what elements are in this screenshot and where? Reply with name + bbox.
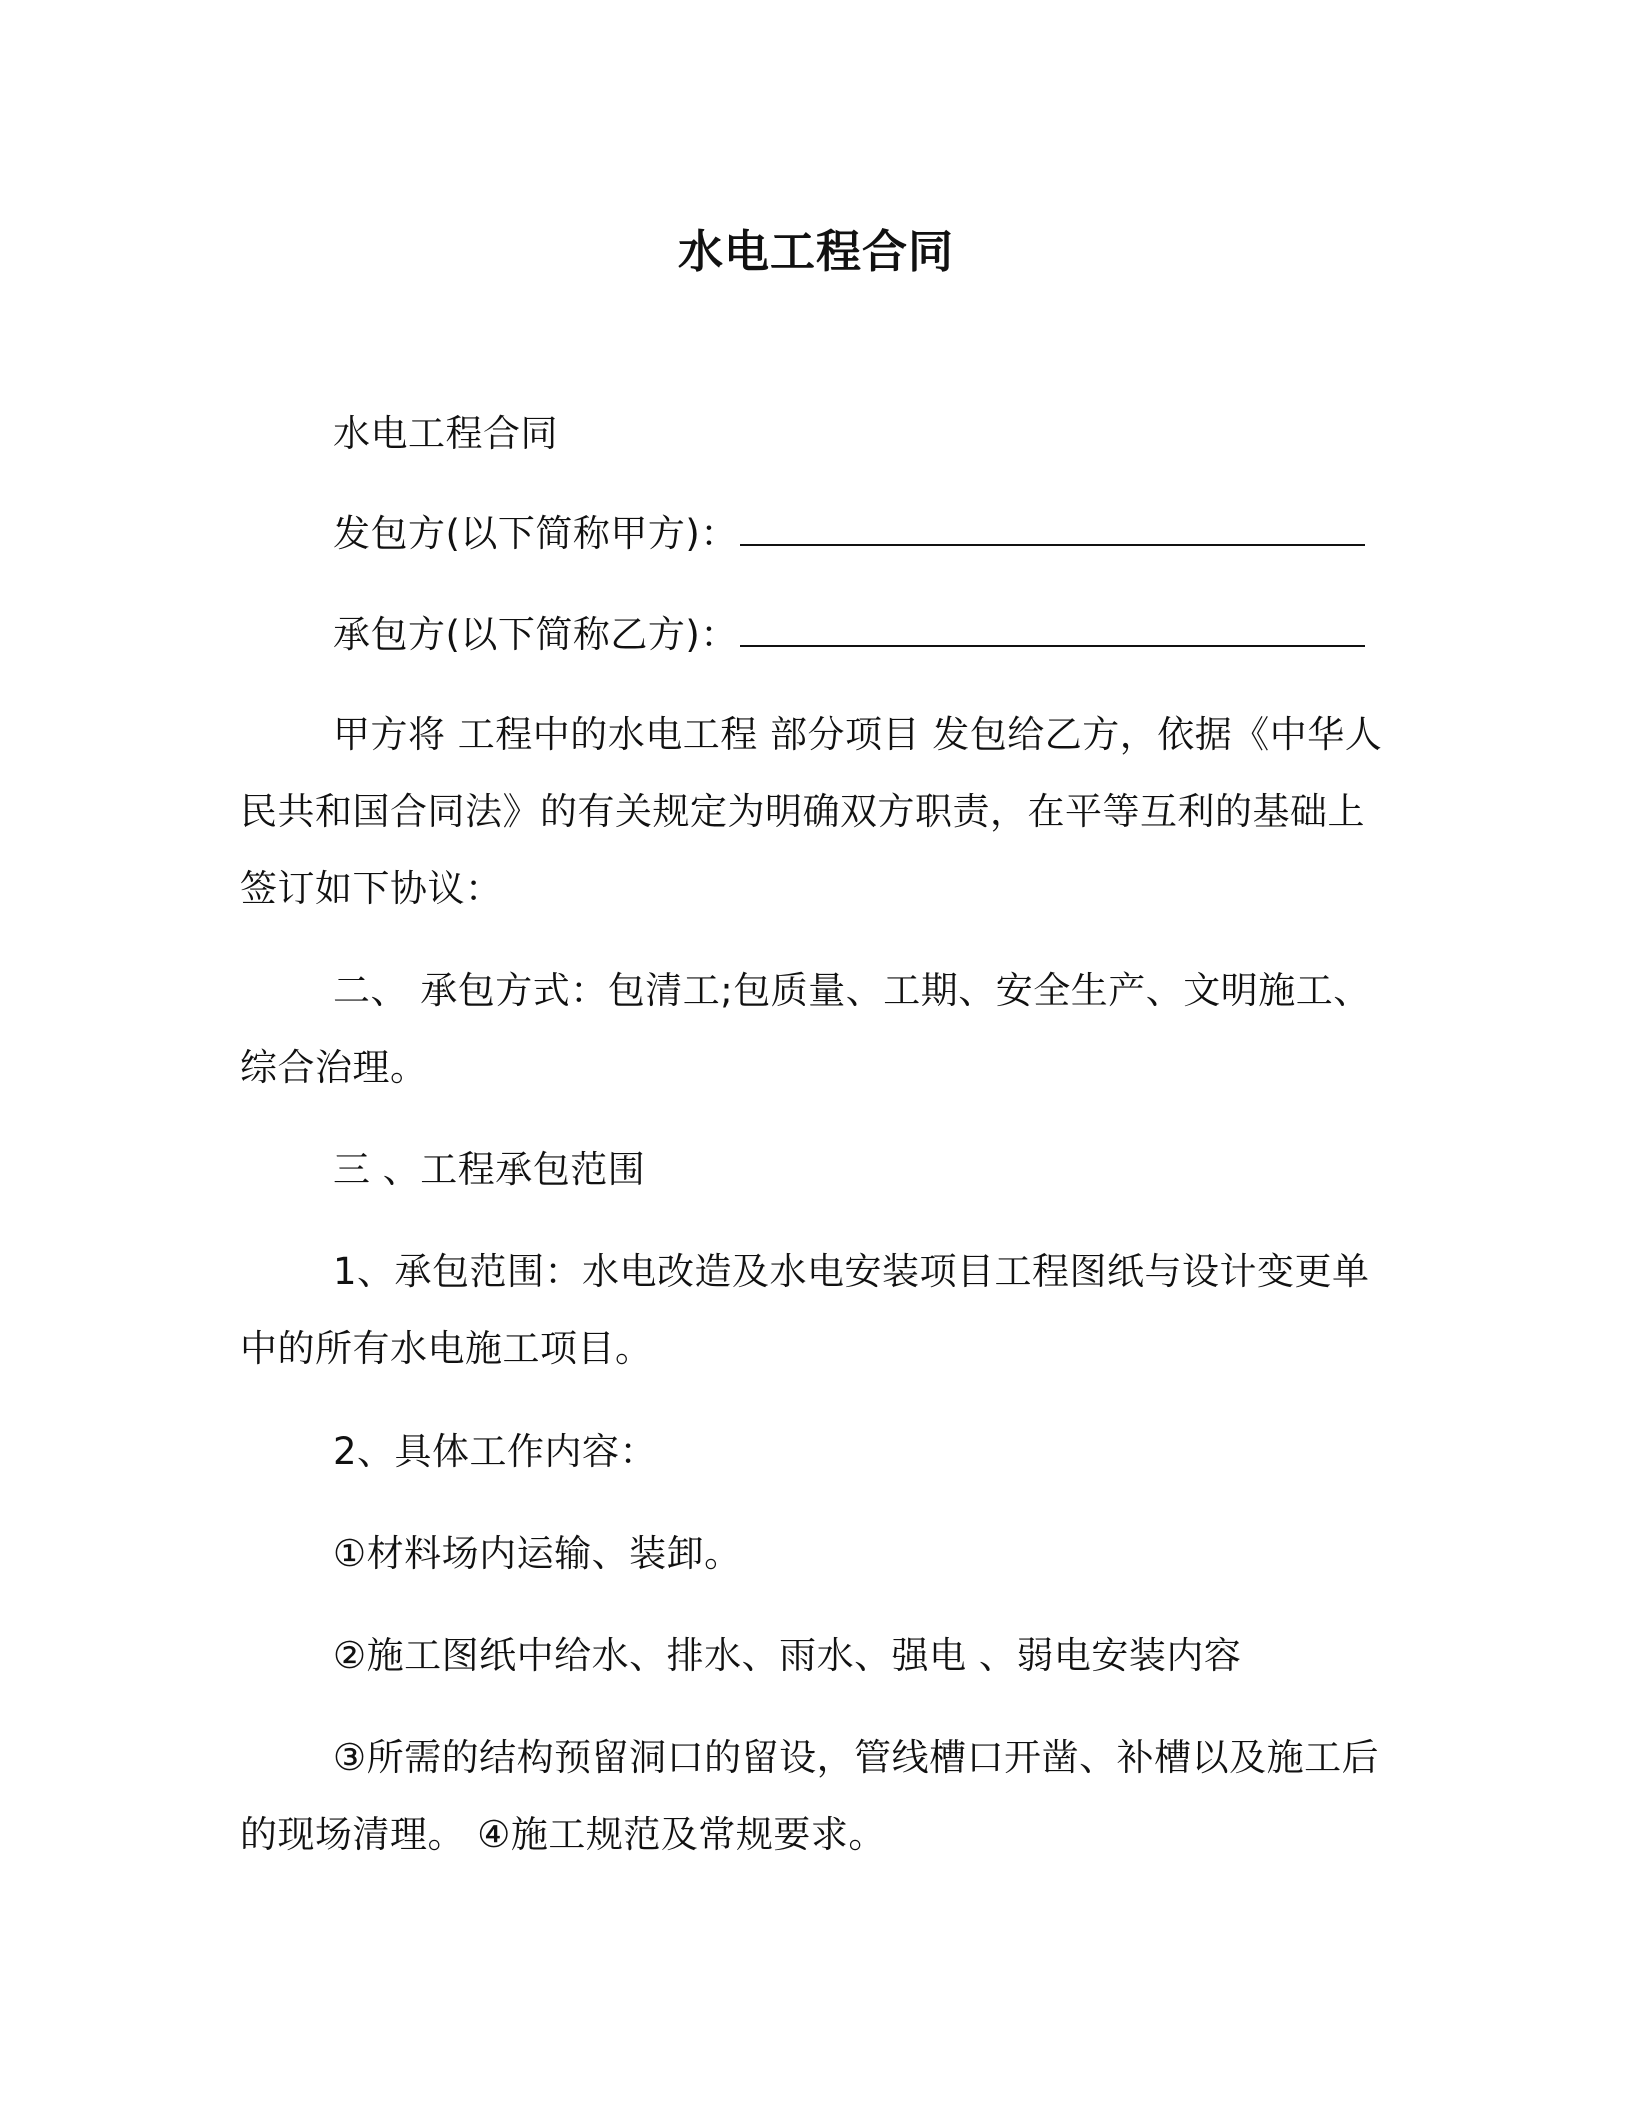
intro-paragraph: 甲方将 工程中的水电工程 部分项目 发包给乙方，依据《中华人民共和国合同法》的有关规定为明确双方职责，在平等互利的基础上签订如下协议： <box>240 713 1383 910</box>
party-a-line <box>240 495 1390 572</box>
work-item-3-4: ③所需的结构预留洞口的留设，管线槽口开凿、补槽以及施工后的现场清理。 ④施工规范及常规要求。 <box>240 1736 1380 1856</box>
party-b-blank[interactable] <box>740 603 1365 647</box>
work-item-1: ①材料场内运输、装卸。 <box>333 1532 742 1575</box>
party-a-label: 发包方(以下简称甲方)： <box>333 512 738 555</box>
section-contract-method: 二、 承包方式：包清工;包质量、工期、安全生产、文明施工、综合治理。 <box>240 969 1371 1089</box>
document-title: 水电工程合同 <box>677 225 954 278</box>
party-a-blank[interactable] <box>740 502 1365 546</box>
contract-heading: 水电工程合同 <box>333 412 558 455</box>
work-item-2: ②施工图纸中给水、排水、雨水、强电 、弱电安装内容 <box>333 1634 1242 1677</box>
scope-item-1: 1、承包范围：水电改造及水电安装项目工程图纸与设计变更单中的所有水电施工项目。 <box>240 1250 1370 1370</box>
party-b-label: 承包方(以下简称乙方)： <box>333 613 738 656</box>
party-b-line <box>240 596 1390 673</box>
scope-item-2: 2、具体工作内容： <box>333 1430 658 1473</box>
section-scope-heading: 三 、工程承包范围 <box>333 1148 646 1191</box>
